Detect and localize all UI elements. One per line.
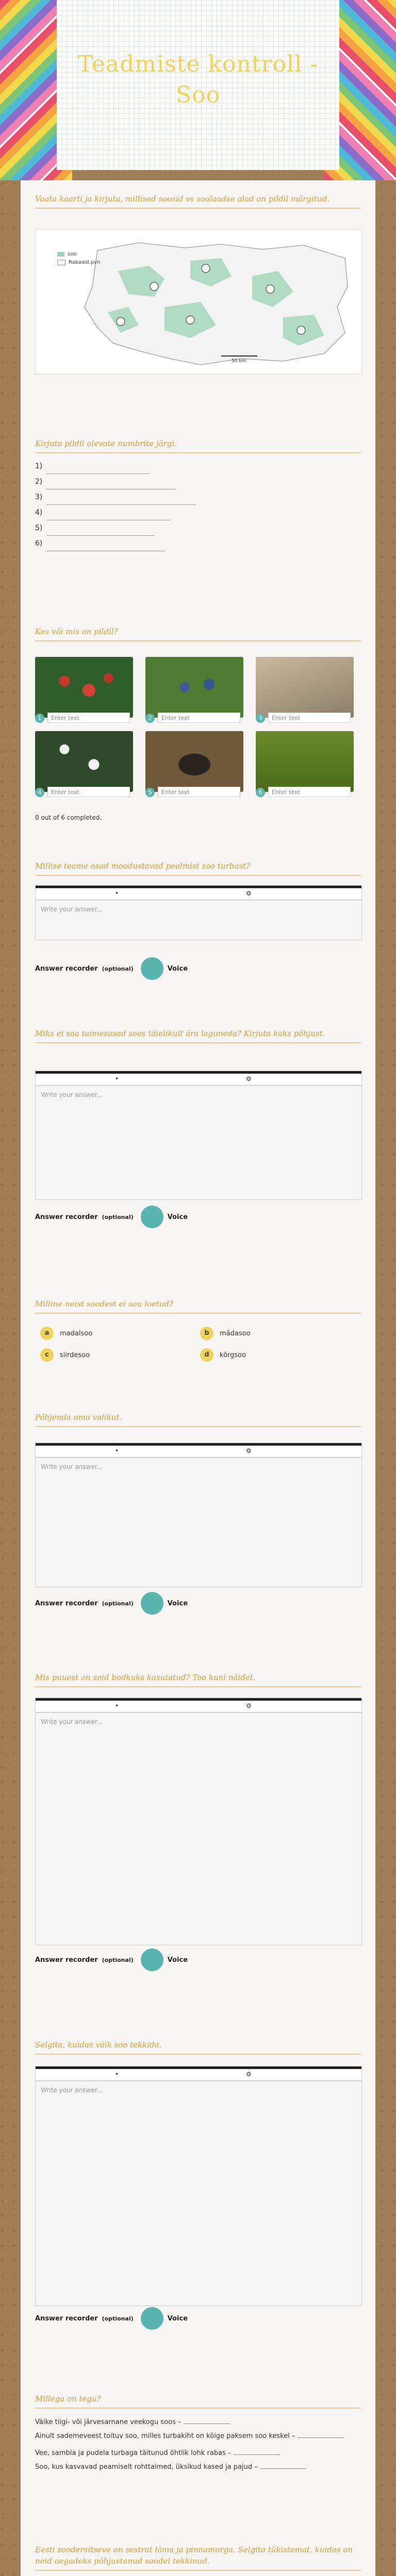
divider (35, 2570, 361, 2571)
page-title: Teadmiste kontroll - Soo (77, 51, 319, 108)
question-9-text: Selgita, kuidas väik soo tekkida. (35, 2040, 162, 2049)
recorder-optional: (optional) (102, 2315, 134, 2322)
photo-badge: 2 (145, 714, 155, 723)
fill-blank-1[interactable] (184, 2416, 230, 2424)
image-card-3 (256, 657, 354, 723)
editor-toolbar (36, 1698, 361, 1713)
editor-toolbar (36, 1071, 361, 1086)
microphone-icon[interactable] (141, 1206, 163, 1228)
answer-textarea-5[interactable] (36, 1086, 361, 1199)
choice-label: kõrgsoo (220, 1351, 246, 1359)
answer-recorder-9 (35, 2307, 188, 2330)
answer-recorder-8 (35, 1948, 188, 1971)
question-1 (35, 193, 361, 209)
editor-toolbar (36, 2066, 361, 2081)
settings-icon[interactable]: ⚙ (246, 1702, 252, 1709)
answer-placeholder: Write your answer... (41, 1718, 103, 1725)
microphone-icon[interactable] (141, 957, 163, 980)
question-1-text: Vaata kaarti ja kirjuta, millised soosid vs soolaadse alad on pildil märgitud. (35, 194, 329, 204)
legend-label-soo: soo (68, 251, 77, 257)
choice-letter: c (40, 1348, 54, 1362)
choice-letter: a (40, 1327, 54, 1340)
image-card-1 (35, 657, 133, 723)
choice-b[interactable] (200, 1327, 251, 1340)
recorder-label: Answer recorder (35, 2314, 98, 2323)
question-3-text: Kes või mis on pildil? (35, 627, 118, 636)
blank-label-5: 5) (35, 524, 43, 532)
bold-button[interactable]: • (115, 890, 119, 897)
question-3 (35, 626, 361, 641)
question-11 (35, 2544, 361, 2571)
question-4-text: Millise teame osad moodustavad pealmist soo turbast? (35, 861, 251, 871)
photo-badge: 1 (35, 714, 44, 723)
question-5 (35, 1028, 361, 1043)
answer-textarea-7[interactable] (36, 1458, 361, 1587)
answer-placeholder: Write your answer... (41, 906, 103, 913)
question-6-text: Milline neist soodest ei sou loetud? (35, 1299, 174, 1309)
answer-input-3[interactable]: Enter text (268, 713, 351, 723)
photo-badge: 5 (145, 788, 155, 797)
photo-grouse (145, 731, 243, 792)
bold-button[interactable]: • (115, 1447, 119, 1454)
fill-blank-2[interactable] (298, 2430, 344, 2438)
blank-input-1[interactable] (46, 464, 150, 474)
choice-c[interactable] (40, 1348, 90, 1362)
voice-label: Voice (167, 1956, 188, 1964)
recorder-optional: (optional) (102, 1956, 134, 1963)
answer-textarea-9[interactable] (36, 2081, 361, 2306)
recorder-optional: (optional) (102, 1213, 134, 1221)
choice-label: madalsoo (60, 1329, 93, 1337)
answer-input-1[interactable]: Enter text (47, 713, 130, 723)
fill-line-2 (35, 2430, 361, 2442)
legend-swatch-rabasid (57, 260, 65, 265)
bold-button[interactable]: • (115, 1702, 119, 1709)
answer-editor-5 (35, 1071, 362, 1200)
answer-textarea-8[interactable] (36, 1713, 361, 1945)
fill-blank-3[interactable] (234, 2447, 280, 2455)
choice-a[interactable] (40, 1327, 92, 1340)
completion-status: 0 out of 6 completed. (35, 814, 102, 821)
voice-label: Voice (167, 1599, 188, 1607)
question-10 (35, 2393, 361, 2409)
fill-blank-4[interactable] (260, 2461, 306, 2469)
photo-badge: 3 (256, 714, 265, 723)
blank-input-5[interactable] (46, 526, 155, 536)
bold-button[interactable]: • (115, 2071, 119, 2078)
answer-editor-7 (35, 1443, 362, 1587)
choice-letter: d (200, 1348, 213, 1362)
photo-moss (256, 731, 354, 792)
question-9 (35, 2039, 361, 2055)
answer-recorder-7 (35, 1592, 188, 1615)
legend-swatch-soo (57, 252, 64, 257)
fill-line-3 (35, 2447, 361, 2459)
fill-line-4 (35, 2461, 361, 2473)
question-6 (35, 1298, 361, 1314)
settings-icon[interactable]: ⚙ (246, 2071, 252, 2078)
blank-label-6: 6) (35, 539, 43, 548)
microphone-icon[interactable] (141, 2307, 163, 2330)
image-card-4 (35, 731, 133, 797)
answer-recorder-5 (35, 1206, 188, 1228)
map-legend (57, 250, 100, 267)
recorder-label: Answer recorder (35, 1956, 98, 1964)
image-card-5 (145, 731, 243, 797)
voice-label: Voice (167, 1213, 188, 1221)
recorder-optional: (optional) (102, 1600, 134, 1607)
blank-input-4[interactable] (46, 511, 170, 520)
fill-text-3: Vee, sambla ja pudela turbaga täitunud õhtlik lohk rabas – (35, 2449, 232, 2457)
worksheet-card (21, 180, 375, 2576)
photo-cranberries (35, 657, 133, 718)
editor-toolbar (36, 886, 361, 900)
microphone-icon[interactable] (141, 1592, 163, 1615)
photo-bird (256, 657, 354, 718)
divider (35, 1686, 361, 1687)
question-8 (35, 1672, 361, 1687)
divider (35, 875, 361, 876)
answer-input-2[interactable]: Enter text (158, 713, 240, 723)
recorder-optional: (optional) (102, 965, 134, 972)
image-grid (35, 657, 354, 797)
blank-label-4: 4) (35, 509, 43, 517)
divider (35, 2054, 361, 2055)
choice-list (35, 1327, 361, 1378)
divider (35, 1042, 361, 1043)
settings-icon[interactable]: ⚙ (246, 1447, 252, 1454)
estonia-map (35, 229, 362, 375)
divider (35, 640, 361, 641)
divider (35, 1313, 361, 1314)
blank-input-3[interactable] (46, 495, 196, 505)
answer-input-6[interactable]: Enter text (268, 787, 351, 797)
blank-input-6[interactable] (46, 541, 165, 551)
answer-editor-4 (35, 885, 362, 940)
question-7-text: Põhjenda oma valikut. (35, 1413, 122, 1422)
question-2 (35, 438, 361, 551)
microphone-icon[interactable] (141, 1948, 163, 1971)
choice-label: siirdesoo (60, 1351, 90, 1359)
choice-d[interactable] (200, 1348, 246, 1362)
photo-badge: 6 (256, 788, 265, 797)
choice-label: mädasoo (220, 1329, 251, 1337)
fill-line-1 (35, 2416, 361, 2428)
fill-text-4: Soo, kus kasvavad peamiselt rohttaimed, üksikud kased ja pajud – (35, 2463, 258, 2471)
image-card-2 (145, 657, 243, 723)
divider (35, 1426, 361, 1427)
answer-placeholder: Write your answer... (41, 2087, 103, 2094)
question-4 (35, 860, 361, 876)
answer-input-5[interactable]: Enter text (158, 787, 240, 797)
photo-badge: 4 (35, 788, 44, 797)
question-10-text: Millega on tegu? (35, 2394, 101, 2403)
fill-text-2: Ainult sademeveest toituv soo, milles turbakiht on kõige paksem soo keskel – (35, 2432, 295, 2440)
choice-letter: b (200, 1327, 213, 1340)
voice-label: Voice (167, 2314, 188, 2323)
question-8-text: Mis puuest on soid bodkuks kasutatud? Too kuni näidet. (35, 1673, 256, 1682)
blank-input-2[interactable] (46, 480, 175, 489)
answer-editor-9 (35, 2066, 362, 2306)
blank-label-2: 2) (35, 478, 43, 486)
answer-input-4[interactable]: Enter text (47, 787, 130, 797)
voice-label: Voice (167, 964, 188, 973)
answer-editor-8 (35, 1698, 362, 1945)
answer-textarea-4[interactable] (36, 900, 361, 940)
recorder-label: Answer recorder (35, 1213, 98, 1221)
photo-white-flowers (35, 731, 133, 792)
question-11-text: Eesti soodersitseve on sestrat läma ja pinnamorga. Selgita tükistemat, kuidas on neid aegadeks põhjustanud soodel tekkinud. (35, 2545, 353, 2566)
header-banner (0, 0, 396, 180)
answer-placeholder: Write your answer... (41, 1091, 103, 1098)
blank-label-3: 3) (35, 493, 43, 501)
recorder-label: Answer recorder (35, 1599, 98, 1607)
recorder-label: Answer recorder (35, 964, 98, 973)
photo-blueberries (145, 657, 243, 718)
answer-placeholder: Write your answer... (41, 1463, 103, 1470)
divider (35, 452, 361, 453)
answer-recorder-4 (35, 957, 188, 980)
settings-icon[interactable]: ⚙ (246, 890, 252, 897)
numbered-blanks (35, 459, 361, 551)
divider (35, 2408, 361, 2409)
fill-in-list (35, 2416, 361, 2473)
legend-label-rabasid: Rabasid.pvn (69, 260, 101, 265)
image-card-6 (256, 731, 354, 797)
question-7 (35, 1412, 361, 1427)
bold-button[interactable]: • (115, 1075, 119, 1082)
map-scale-label: 50 km (232, 359, 246, 364)
question-2-text: Kirjuta pildil olevate numbrite järgi. (35, 439, 177, 448)
divider (35, 208, 361, 209)
settings-icon[interactable]: ⚙ (246, 1075, 252, 1082)
question-5-text: Miks ei saa taimesosad soos täielikult ära laguneda? Kirjuta kaks põhjust. (35, 1029, 325, 1038)
blank-label-1: 1) (35, 462, 43, 470)
fill-text-1: Väike tiigi- või järvesarnane veekogu soos – (35, 2418, 182, 2426)
editor-toolbar (36, 1443, 361, 1458)
